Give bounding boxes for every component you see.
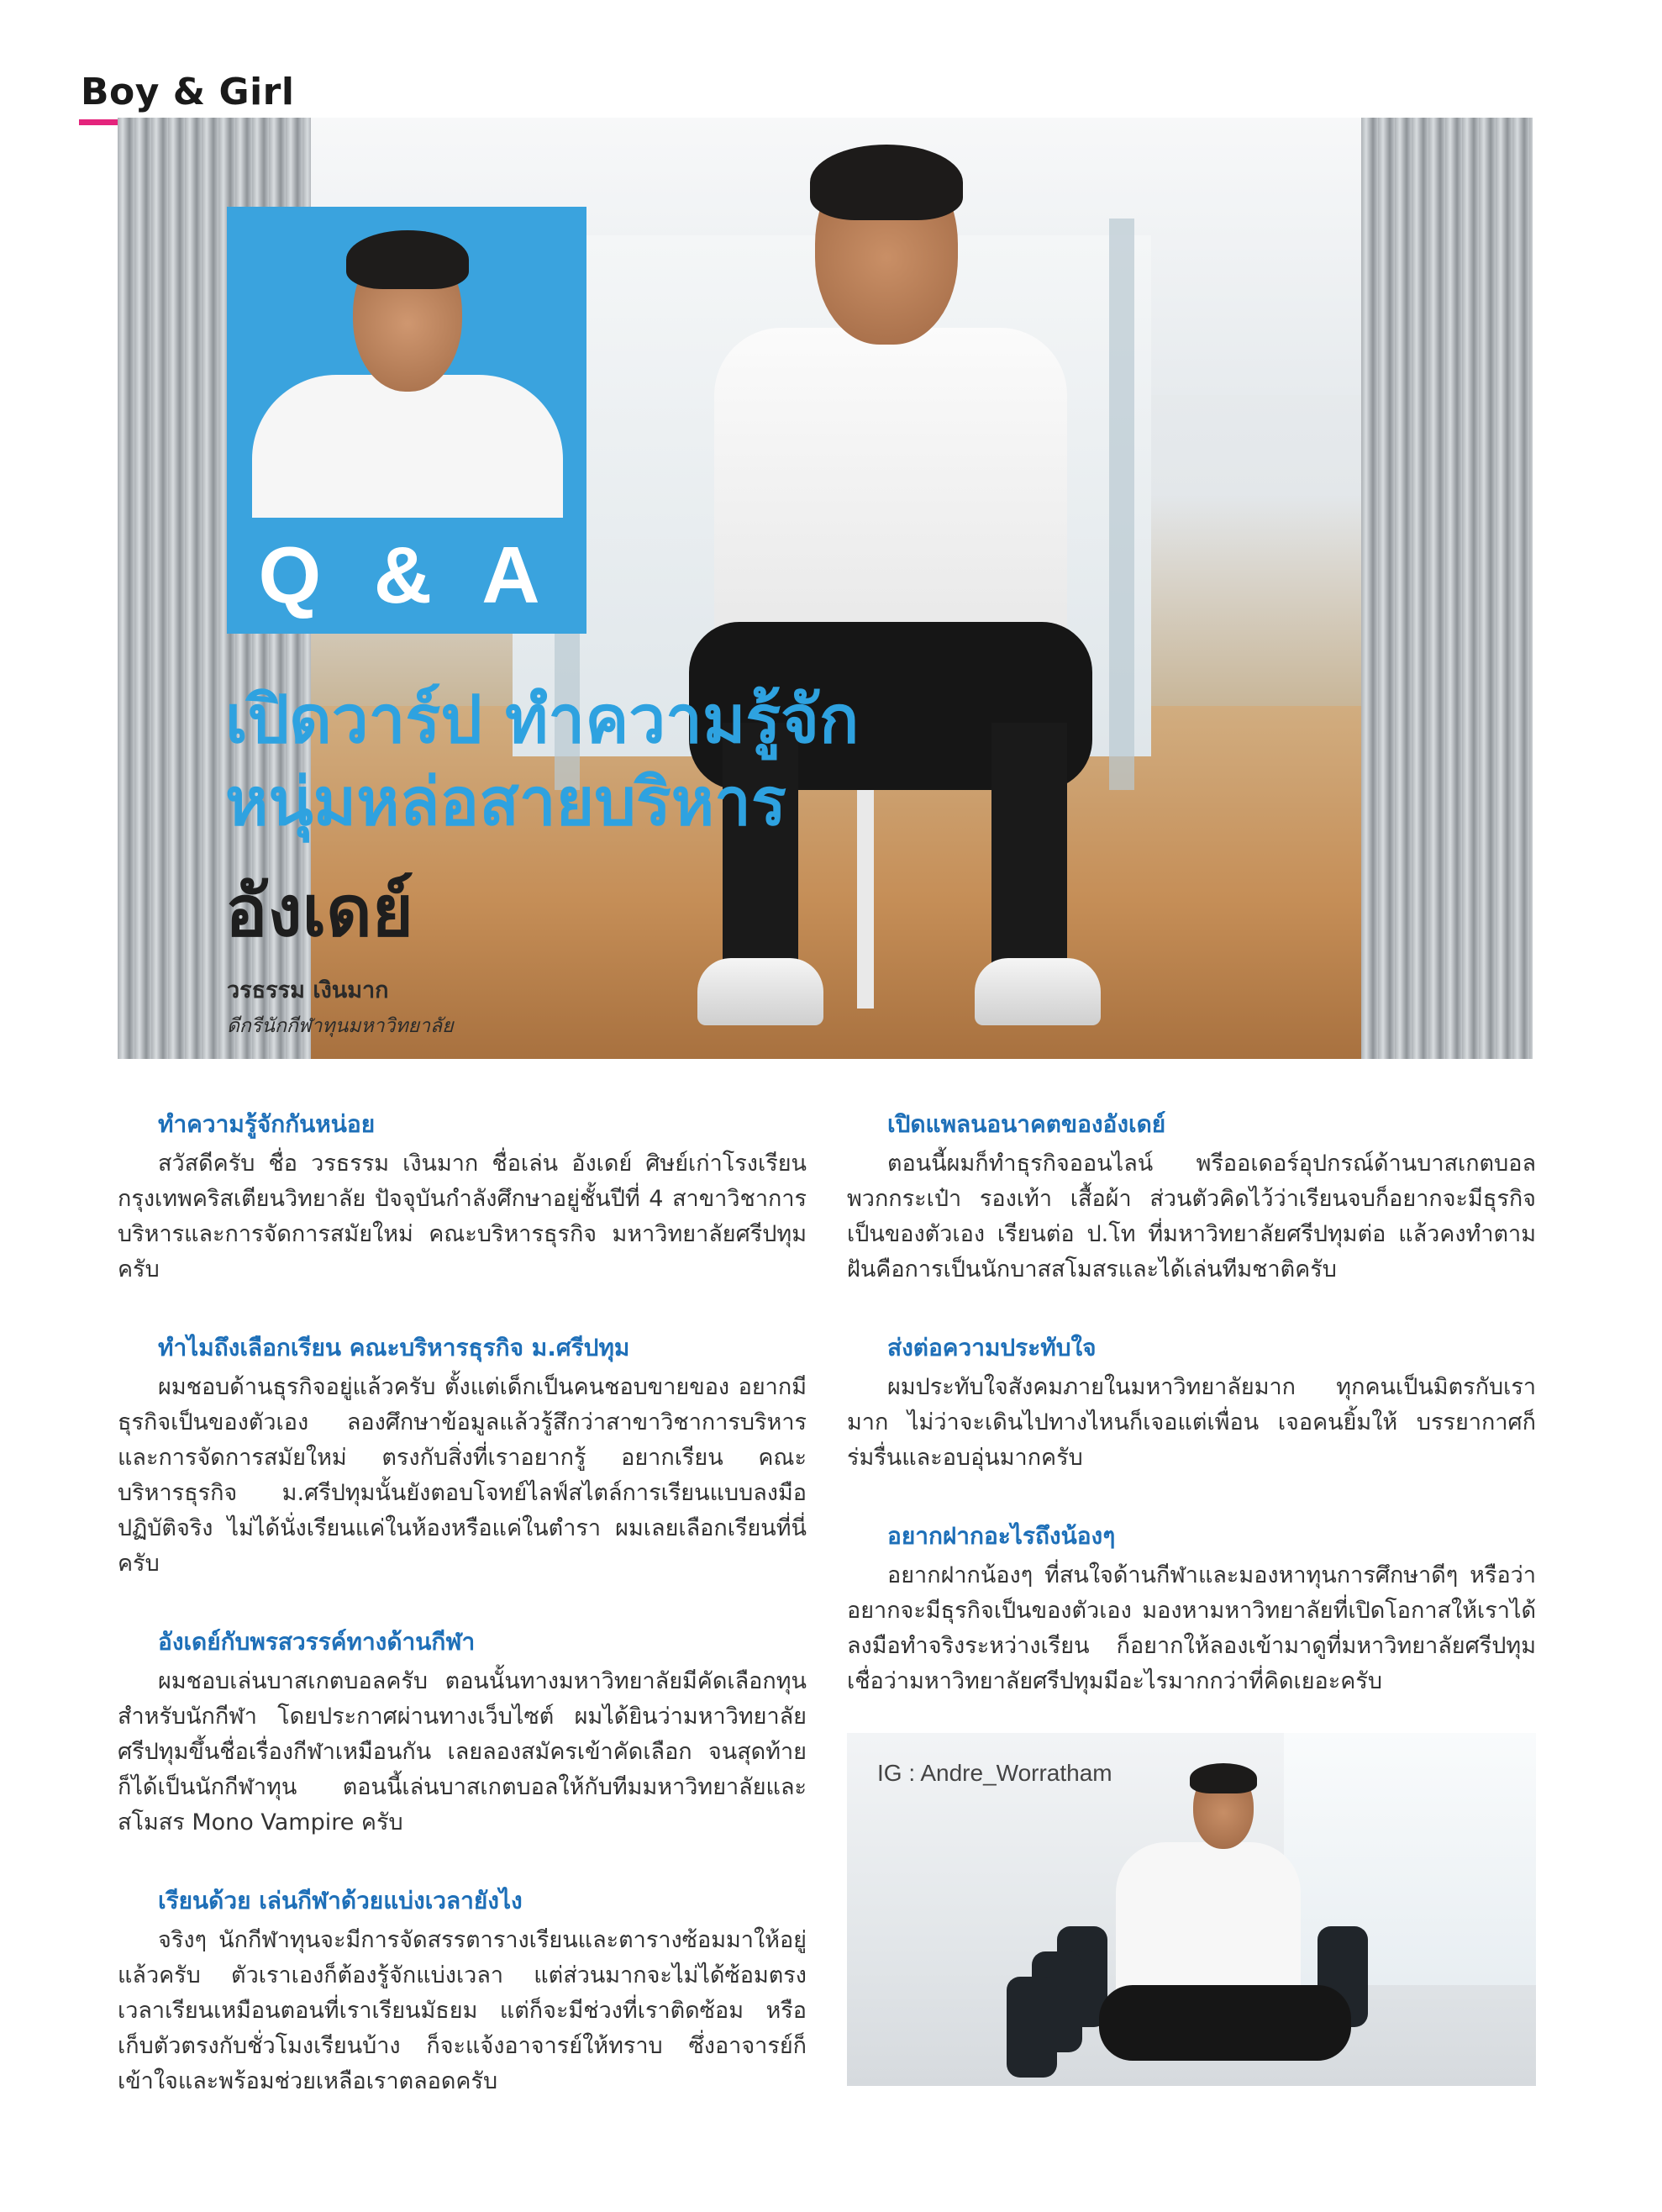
answer-text: ผมประทับใจสังคมภายในมหาวิทยาลัยมาก ทุกคนเป็นมิตรกับเรามาก ไม่ว่าจะเดินไปทางไหนก็เจอแต่เพื่อน เจอคนยิ้มให้ บรรยากาศก็ร่มรื่นและอบอุ่นมากครับ: [847, 1374, 1536, 1471]
question-heading: ส่งต่อความประทับใจ: [887, 1334, 1097, 1361]
left-column: [118, 1108, 807, 2143]
full-name: วรธรรม เงินมาก: [227, 977, 389, 1003]
answer-text: ผมชอบด้านธุรกิจอยู่แล้วครับ ตั้งแต่เด็กเป็นคนชอบขายของ อยากมีธุรกิจเป็นของตัวเอง ลองศึกษาข้อมูลแล้วรู้สึกว่าสาขาวิชาการบริหารและการจัดการสมัยใหม่ ตรงกับสิ่งที่เราอยากรู้ อยากเรียน คณะบริหารธุรกิจ ม.ศรีปทุมนั้นยังตอบโจทย์ไลฟ์สไตล์การเรียนแบบลงมือปฏิบัติจริง ไม่ได้นั่งเรียนแค่ในห้องหรือแค่ในตำรา ผมเลยเลือกเรียนที่นี่ครับ: [118, 1374, 807, 1577]
answer-text: ตอนนี้ผมก็ทำธุรกิจออนไลน์ พรีออเดอร์อุปกรณ์ด้านบาสเกตบอล พวกกระเป๋า รองเท้า เสื้อผ้า ส่วนตัวคิดไว้ว่าเรียนจบก็อยากจะมีธุรกิจเป็นของตัวเอง เรียนต่อ ป.โท ที่มหาวิทยาลัยศรีปทุมต่อ แล้วคงทำตามฝันคือการเป็นนักบาสสโมสรและได้เล่นทีมชาติครับ: [847, 1151, 1536, 1282]
hero-person: [655, 151, 1126, 1059]
qa-item: [118, 1884, 807, 2099]
answer-text: สวัสดีครับ ชื่อ วรธรรม เงินมาก ชื่อเล่น อังเดย์ ศิษย์เก่าโรงเรียนกรุงเทพคริสเตียนวิทยาลัย ปัจจุบันกำลังศึกษาอยู่ชั้นปีที่ 4 สาขาวิชาการบริหารและการจัดการสมัยใหม่ คณะบริหารธุรกิจ มหาวิทยาลัยศรีปทุมครับ: [118, 1151, 807, 1282]
answer-text: จริงๆ นักกีฬาทุนจะมีการจัดสรรตารางเรียนและตารางซ้อมมาให้อยู่แล้วครับ ตัวเราเองก็ต้องรู้จักแบ่งเวลา แต่ส่วนมากจะไม่ได้ซ้อมตรงเวลาเรียนเหมือนตอนที่เราเรียนมัธยม แต่ก็จะมีช่วงที่เราติดซ้อม หรือเก็บตัวตรงกับชั่วโมงเรียนบ้าง ก็จะแจ้งอาจารย์ให้ทราบ ซึ่งอาจารย์ก็เข้าใจและพร้อมช่วยเหลือเราตลอดครับ: [118, 1927, 807, 2094]
qa-badge-text: Q & A: [258, 530, 555, 620]
chair-icon: [1007, 1977, 1057, 2078]
qa-item: [847, 1519, 1536, 1699]
hero-person-shin-right: [991, 723, 1067, 975]
instagram-caption: IG : Andre_Worratham: [877, 1760, 1112, 1786]
question-heading: เปิดแพลนอนาคตของอังเดย์: [887, 1110, 1166, 1138]
qa-badge: [227, 518, 586, 634]
qa-item: [118, 1625, 807, 1841]
section-tag: Boy & Girl: [81, 71, 295, 113]
qa-item: [847, 1108, 1536, 1288]
headline-line-1: เปิดวาร์ป ทำความรู้จัก: [225, 682, 860, 758]
role-subtitle: ดีกรีนักกีฬาทุนมหาวิทยาลัย: [227, 1015, 454, 1037]
question-heading: อยากฝากอะไรถึงน้องๆ: [887, 1522, 1116, 1550]
qa-item: [847, 1331, 1536, 1476]
right-column: [847, 1108, 1536, 1743]
inset-portrait-body: [252, 375, 563, 518]
hero-person-shin-left: [723, 723, 798, 975]
answer-text: ผมชอบเล่นบาสเกตบอลครับ ตอนนั้นทางมหาวิทยาลัยมีคัดเลือกทุนสำหรับนักกีฬา โดยประกาศผ่านทางเว็บไซต์ ผมได้ยินว่ามหาวิทยาลัยศรีปทุมขึ้นชื่อเรื่องกีฬาเหมือนกัน เลยลองสมัครเข้าคัดเลือก จนสุดท้ายก็ได้เป็นนักกีฬาทุน ตอนนี้เล่นบาสเกตบอลให้กับทีมมหาวิทยาลัยและสโมสร Mono Vampire ครับ: [118, 1668, 807, 1835]
qa-item: [118, 1108, 807, 1288]
qa-item: [118, 1331, 807, 1582]
question-heading: ทำไมถึงเลือกเรียน คณะบริหารธุรกิจ ม.ศรีปทุม: [158, 1334, 630, 1361]
inset-portrait-hair: [346, 230, 469, 289]
answer-text: อยากฝากน้องๆ ที่สนใจด้านกีฬาและมองหาทุนการศึกษาดีๆ หรือว่าอยากจะมีธุรกิจเป็นของตัวเอง มองหามหาวิทยาลัยที่เปิดโอกาสให้เราได้ลงมือทำจริงระหว่างเรียน ก็อยากให้ลองเข้ามาดูที่มหาวิทยาลัยศรีปทุม เชื่อว่ามหาวิทยาลัยศรีปทุมมีอะไรมากกว่าที่คิดเยอะครับ: [847, 1562, 1536, 1694]
secondary-person-hair: [1190, 1763, 1257, 1793]
question-heading: ทำความรู้จักกันหน่อย: [158, 1110, 376, 1138]
hero-person-shoe-right: [975, 958, 1101, 1025]
secondary-person-legs: [1099, 1985, 1351, 2061]
question-heading: เรียนด้วย เล่นกีฬาด้วยแบ่งเวลายังไง: [158, 1887, 523, 1914]
hero-person-hair: [810, 145, 963, 220]
secondary-photo: [847, 1733, 1536, 2086]
hero-person-shoe-left: [697, 958, 823, 1025]
hero-blinds-right: [1361, 118, 1533, 1059]
hero-stool: [857, 790, 874, 1009]
inset-portrait: [227, 207, 586, 518]
headline-line-2: หนุ่มหล่อสายบริหาร: [225, 765, 786, 840]
question-heading: อังเดย์กับพรสวรรค์ทางด้านกีฬา: [158, 1628, 476, 1656]
nickname-title: อังเดย์: [225, 870, 413, 952]
